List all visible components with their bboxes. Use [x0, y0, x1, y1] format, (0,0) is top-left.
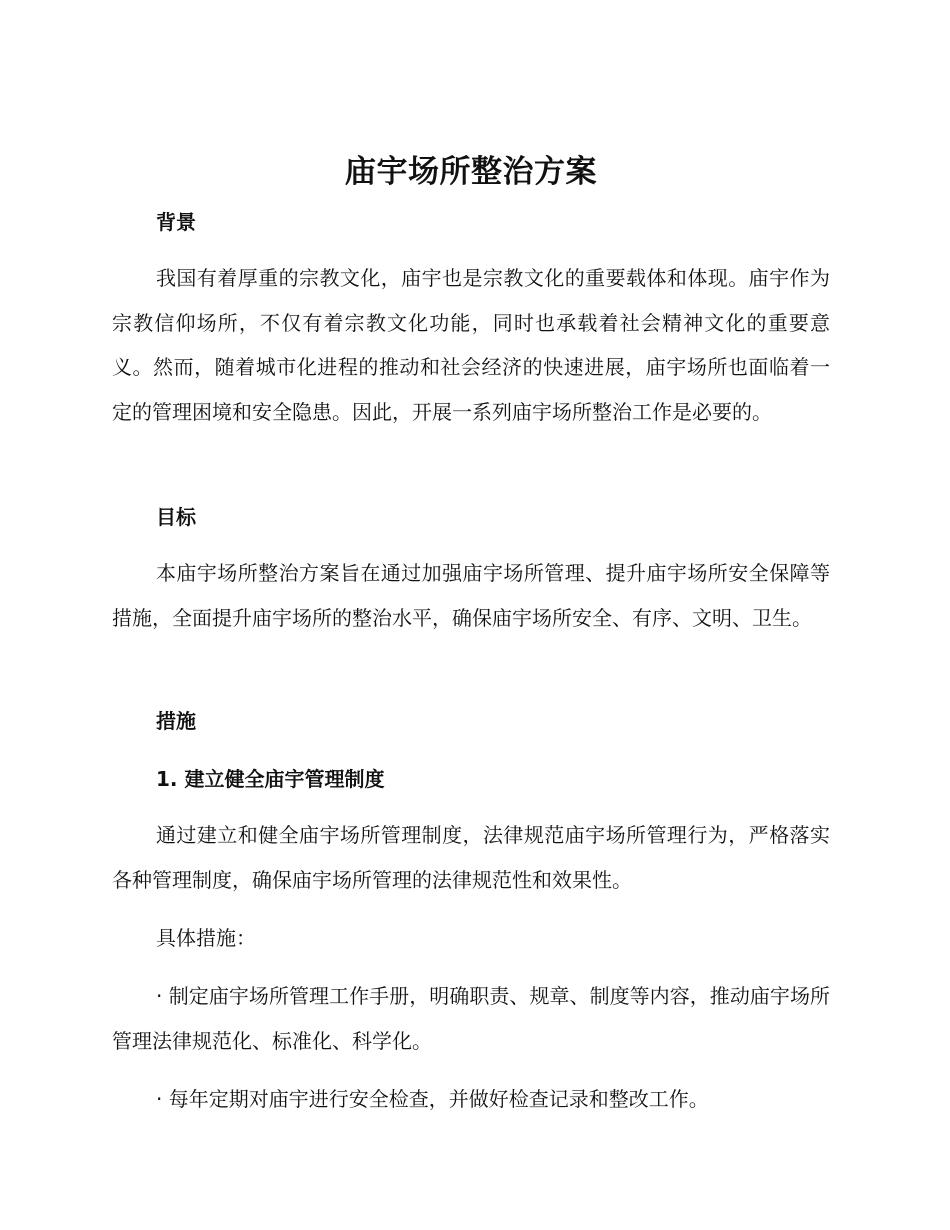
bullet-item-2: · 每年定期对庙宇进行安全检查，并做好检查记录和整改工作。: [156, 1087, 709, 1111]
heading-background: 背景: [156, 210, 196, 234]
specific-measures-label: 具体措施：: [156, 926, 256, 950]
paragraph-goal: 本庙宇场所整治方案旨在通过加强庙宇场所管理、提升庙宇场所安全保障等措施，全面提升庙宇场所的整治水平，确保庙宇场所安全、有序、文明、卫生。: [112, 561, 830, 630]
paragraph-background: 我国有着厚重的宗教文化，庙宇也是宗教文化的重要载体和体现。庙宇作为宗教信仰场所，不仅有着宗教文化功能，同时也承载着社会精神文化的重要意义。然而，随着城市化进程的推动和社会经济的快速进展，庙宇场所也面临着一定的管理困境和安全隐患。因此，开展一系列庙宇场所整治工作是必要的。: [112, 266, 830, 424]
heading-measures: 措施: [156, 709, 196, 733]
heading-measure-1: 1. 建立健全庙宇管理制度: [156, 767, 385, 791]
paragraph-measure-1: 通过建立和健全庙宇场所管理制度，法律规范庙宇场所管理行为，严格落实各种管理制度，确保庙宇场所管理的法律规范性和效果性。: [112, 823, 830, 892]
document-title: 庙宇场所整治方案: [345, 154, 597, 190]
bullet-item-1: · 制定庙宇场所管理工作手册，明确职责、规章、制度等内容，推动庙宇场所管理法律规范化、标准化、科学化。: [112, 984, 830, 1053]
heading-goal: 目标: [156, 505, 196, 529]
